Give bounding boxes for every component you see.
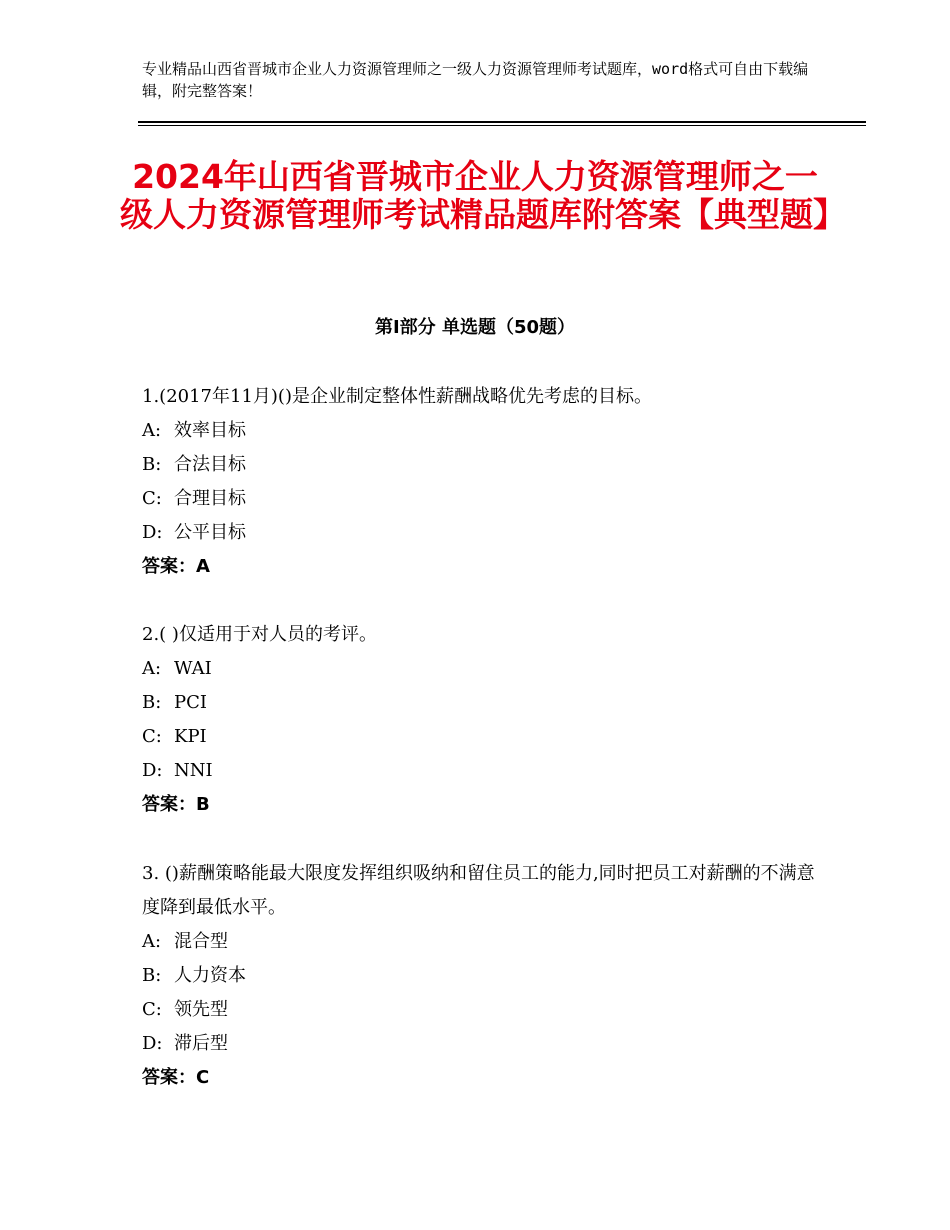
option-a bbox=[142, 925, 822, 959]
option-a bbox=[142, 414, 822, 448]
question-stem: 2.( )仅适用于对人员的考评。 bbox=[142, 624, 377, 645]
document-title: 2024年山西省晋城市企业人力资源管理师之一级人力资源管理师考试精品题库附答案【典型题】 bbox=[120, 157, 846, 234]
option-c bbox=[142, 993, 822, 1027]
option-text: 滞后型 bbox=[174, 1033, 228, 1054]
option-letter: D: bbox=[142, 1033, 163, 1054]
option-text: 合法目标 bbox=[174, 454, 246, 475]
option-letter: D: bbox=[142, 522, 163, 543]
option-letter: C: bbox=[142, 488, 162, 509]
question-stem: 3. ()薪酬策略能最大限度发挥组织吸纳和留住员工的能力,同时把员工对薪酬的不满意度降到最低水平。 bbox=[142, 863, 815, 918]
option-b bbox=[142, 686, 822, 720]
option-letter: C: bbox=[142, 726, 162, 747]
option-c bbox=[142, 720, 822, 754]
option-text: 混合型 bbox=[174, 931, 228, 952]
answer: 答案：A bbox=[142, 556, 210, 577]
option-c bbox=[142, 482, 822, 516]
header-rule-thin bbox=[138, 125, 866, 126]
option-text: KPI bbox=[174, 726, 207, 747]
option-text: 人力资本 bbox=[174, 965, 246, 986]
option-d bbox=[142, 516, 822, 550]
question-1 bbox=[142, 380, 822, 584]
option-text: 效率目标 bbox=[174, 420, 246, 441]
option-letter: D: bbox=[142, 760, 163, 781]
option-letter: B: bbox=[142, 692, 162, 713]
option-d bbox=[142, 1027, 822, 1061]
option-letter: A: bbox=[142, 658, 162, 679]
header-rule-thick bbox=[138, 121, 866, 123]
option-b bbox=[142, 959, 822, 993]
section-title: 第Ⅰ部分 单选题（50题） bbox=[374, 317, 575, 338]
answer: 答案：C bbox=[142, 1067, 210, 1088]
option-text: 合理目标 bbox=[174, 488, 246, 509]
option-letter: C: bbox=[142, 999, 162, 1020]
question-3 bbox=[142, 857, 822, 1095]
option-letter: A: bbox=[142, 931, 162, 952]
option-text: 公平目标 bbox=[174, 522, 246, 543]
option-text: 领先型 bbox=[174, 999, 228, 1020]
option-letter: A: bbox=[142, 420, 162, 441]
question-2 bbox=[142, 618, 822, 822]
option-text: PCI bbox=[174, 692, 207, 713]
answer: 答案：B bbox=[142, 794, 210, 815]
option-text: WAI bbox=[174, 658, 212, 679]
option-b bbox=[142, 448, 822, 482]
header-note: 专业精品山西省晋城市企业人力资源管理师之一级人力资源管理师考试题库，word格式可自由下载编辑，附完整答案！ bbox=[142, 60, 809, 100]
option-text: NNI bbox=[174, 760, 213, 781]
option-letter: B: bbox=[142, 965, 162, 986]
question-stem: 1.(2017年11月)()是企业制定整体性薪酬战略优先考虑的目标。 bbox=[142, 386, 652, 407]
option-letter: B: bbox=[142, 454, 162, 475]
option-a bbox=[142, 652, 822, 686]
option-d bbox=[142, 754, 822, 788]
